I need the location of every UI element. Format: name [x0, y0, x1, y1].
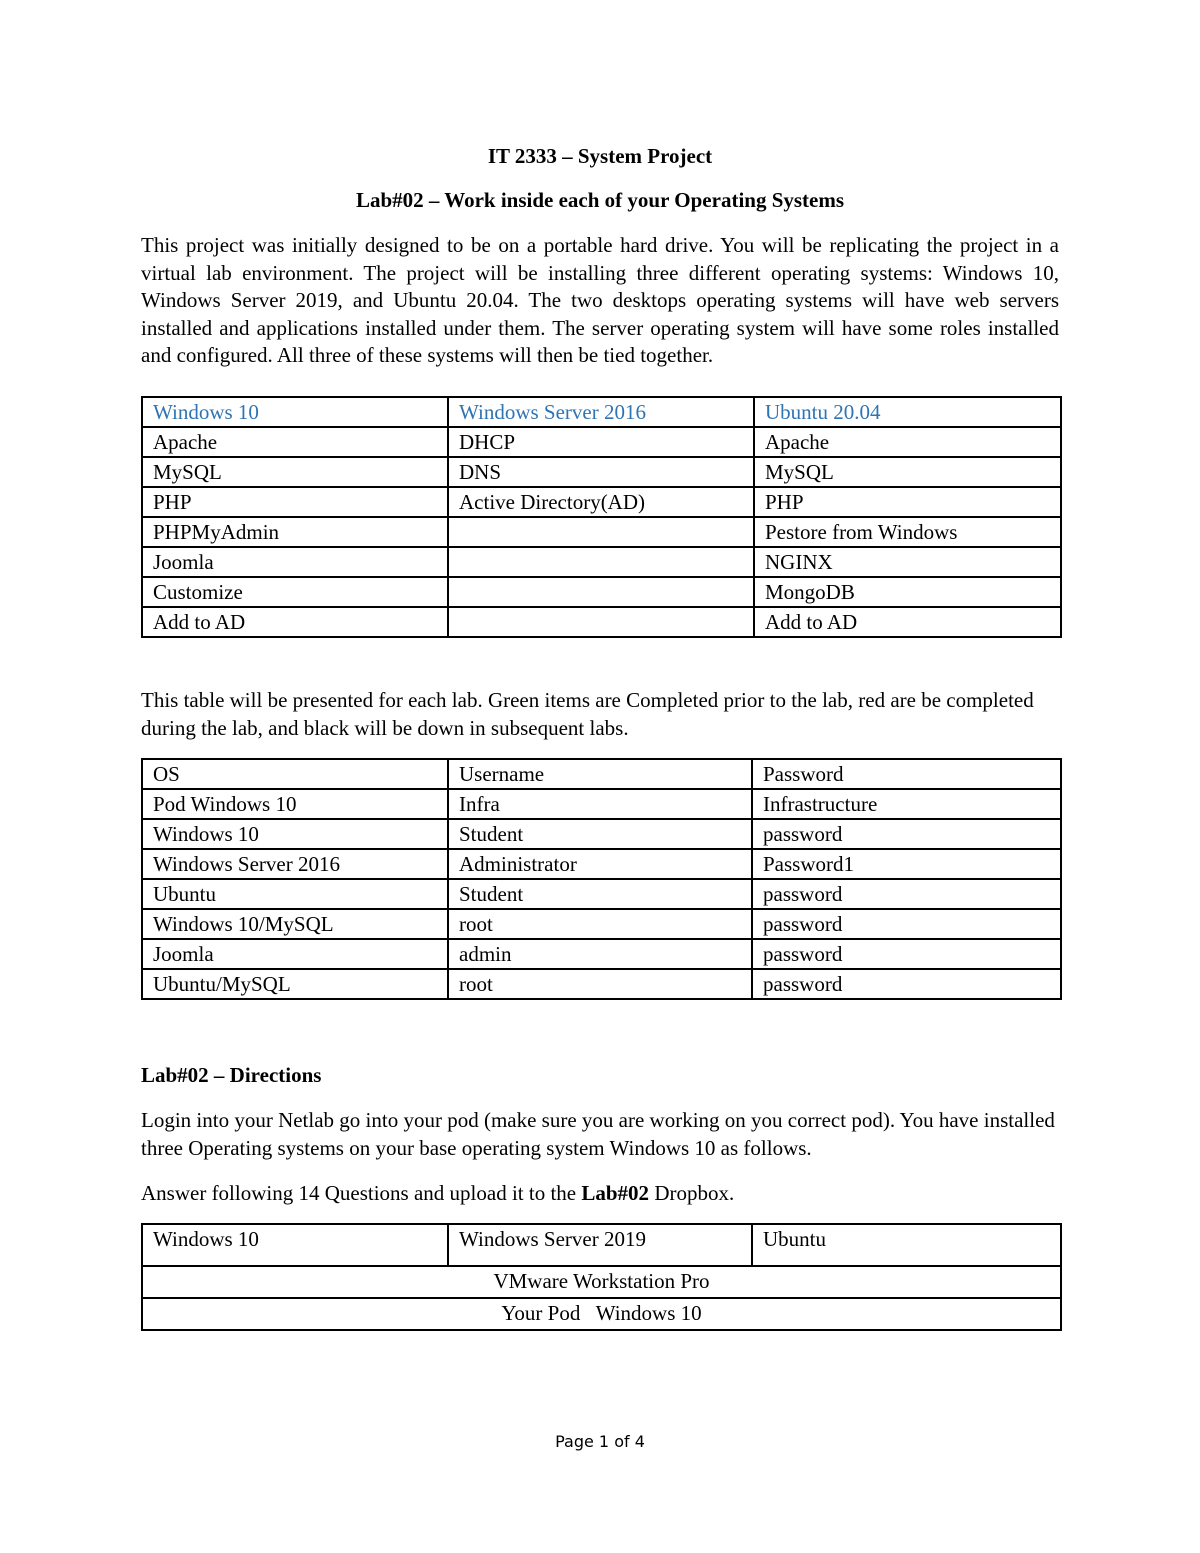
page-footer: Page 1 of 4 — [555, 1432, 645, 1451]
table-row — [142, 577, 1061, 607]
base-os-cell: Your Pod Windows 10 — [142, 1298, 1061, 1330]
table-cell: DNS — [448, 457, 754, 487]
table-cell — [448, 577, 754, 607]
table-cell: root — [448, 969, 752, 999]
table-row — [142, 819, 1061, 849]
table-header-cell: Windows Server 2016 — [448, 397, 754, 427]
table-cell: Active Directory(AD) — [448, 487, 754, 517]
table-cell: Password1 — [752, 849, 1061, 879]
table-cell: Administrator — [448, 849, 752, 879]
table-cell: Student — [448, 879, 752, 909]
table-cell: Joomla — [142, 547, 448, 577]
hypervisor-row — [142, 1266, 1061, 1298]
table-cell: Infrastructure — [752, 789, 1061, 819]
upload-instruction — [141, 1180, 1059, 1208]
table-cell: Apache — [754, 427, 1061, 457]
lab-title: Lab#02 – Work inside each of your Operating Systems — [355, 188, 845, 212]
table-row — [142, 457, 1061, 487]
table-cell: DHCP — [448, 427, 754, 457]
table-header-row — [142, 397, 1061, 427]
vm-stack-table — [141, 1223, 1062, 1331]
table-cell: Customize — [142, 577, 448, 607]
upload-instruction-dropbox-name: Lab#02 — [581, 1181, 650, 1205]
table-cell: password — [752, 909, 1061, 939]
table-cell — [448, 547, 754, 577]
table-cell: MySQL — [142, 457, 448, 487]
table-cell: Apache — [142, 427, 448, 457]
table-row — [142, 517, 1061, 547]
table-row — [142, 607, 1061, 637]
table-row — [142, 939, 1061, 969]
credentials-table — [141, 758, 1062, 1000]
table-row — [142, 879, 1061, 909]
table-cell: MongoDB — [754, 577, 1061, 607]
table-cell: Add to AD — [754, 607, 1061, 637]
table-row — [142, 547, 1061, 577]
table-cell: root — [448, 909, 752, 939]
hypervisor-cell: VMware Workstation Pro — [142, 1266, 1061, 1298]
table-cell: admin — [448, 939, 752, 969]
directions-heading: Lab#02 – Directions — [141, 1063, 322, 1087]
table-header-cell: Password — [752, 759, 1061, 789]
vm-cell: Windows Server 2019 — [448, 1224, 752, 1266]
upload-instruction-prefix: Answer following 14 Questions and upload it to the — [141, 1181, 582, 1205]
table-cell: Ubuntu — [142, 879, 448, 909]
table-row — [142, 909, 1061, 939]
table-header-row — [142, 759, 1061, 789]
table-row — [142, 427, 1061, 457]
table-cell: Ubuntu/MySQL — [142, 969, 448, 999]
vm-cell: Windows 10 — [142, 1224, 448, 1266]
table-cell: Windows 10/MySQL — [142, 909, 448, 939]
table-cell: password — [752, 939, 1061, 969]
intro-paragraph: This project was initially designed to be on a portable hard drive. You will be replicating the project in a virtual lab environment. The project will be installing three different operating systems: Windows 10, Windows Server 2019, and Ubuntu 20.04. The two desktops operating systems will have web servers installed and applications installed under them. The server operating system will have some roles installed and configured. All three of these systems will then be tied together. — [141, 233, 1059, 367]
table-cell: password — [752, 879, 1061, 909]
table-cell: PHP — [142, 487, 448, 517]
table-cell: password — [752, 819, 1061, 849]
table-cell: Add to AD — [142, 607, 448, 637]
table-cell: PHP — [754, 487, 1061, 517]
course-title: IT 2333 – System Project — [487, 144, 713, 168]
table-cell: Pod Windows 10 — [142, 789, 448, 819]
table-row — [142, 849, 1061, 879]
table-cell: Infra — [448, 789, 752, 819]
table-cell: Student — [448, 819, 752, 849]
table-cell — [448, 517, 754, 547]
base-os-row — [142, 1298, 1061, 1330]
os-roles-table — [141, 396, 1062, 638]
table-cell: Windows 10 — [142, 819, 448, 849]
upload-instruction-suffix: Dropbox. — [649, 1181, 735, 1205]
table-cell: Windows Server 2016 — [142, 849, 448, 879]
table-cell: password — [752, 969, 1061, 999]
table-row — [142, 969, 1061, 999]
table-header-cell: OS — [142, 759, 448, 789]
vm-row — [142, 1224, 1061, 1266]
table-header-cell: Ubuntu 20.04 — [754, 397, 1061, 427]
table-cell: PHPMyAdmin — [142, 517, 448, 547]
vm-cell: Ubuntu — [752, 1224, 1061, 1266]
table-cell — [448, 607, 754, 637]
table-cell: NGINX — [754, 547, 1061, 577]
table-header-cell: Username — [448, 759, 752, 789]
table-cell: MySQL — [754, 457, 1061, 487]
table-note-paragraph: This table will be presented for each lab. Green items are Completed prior to the lab, red are be completed during the lab, and black will be down in subsequent labs. — [141, 688, 1034, 740]
table-cell: Joomla — [142, 939, 448, 969]
table-cell: Pestore from Windows — [754, 517, 1061, 547]
table-row — [142, 487, 1061, 517]
directions-paragraph: Login into your Netlab go into your pod (make sure you are working on you correct pod). You have installed three Operating systems on your base operating system Windows 10 as follows. — [141, 1108, 1055, 1160]
table-row — [142, 789, 1061, 819]
table-header-cell: Windows 10 — [142, 397, 448, 427]
